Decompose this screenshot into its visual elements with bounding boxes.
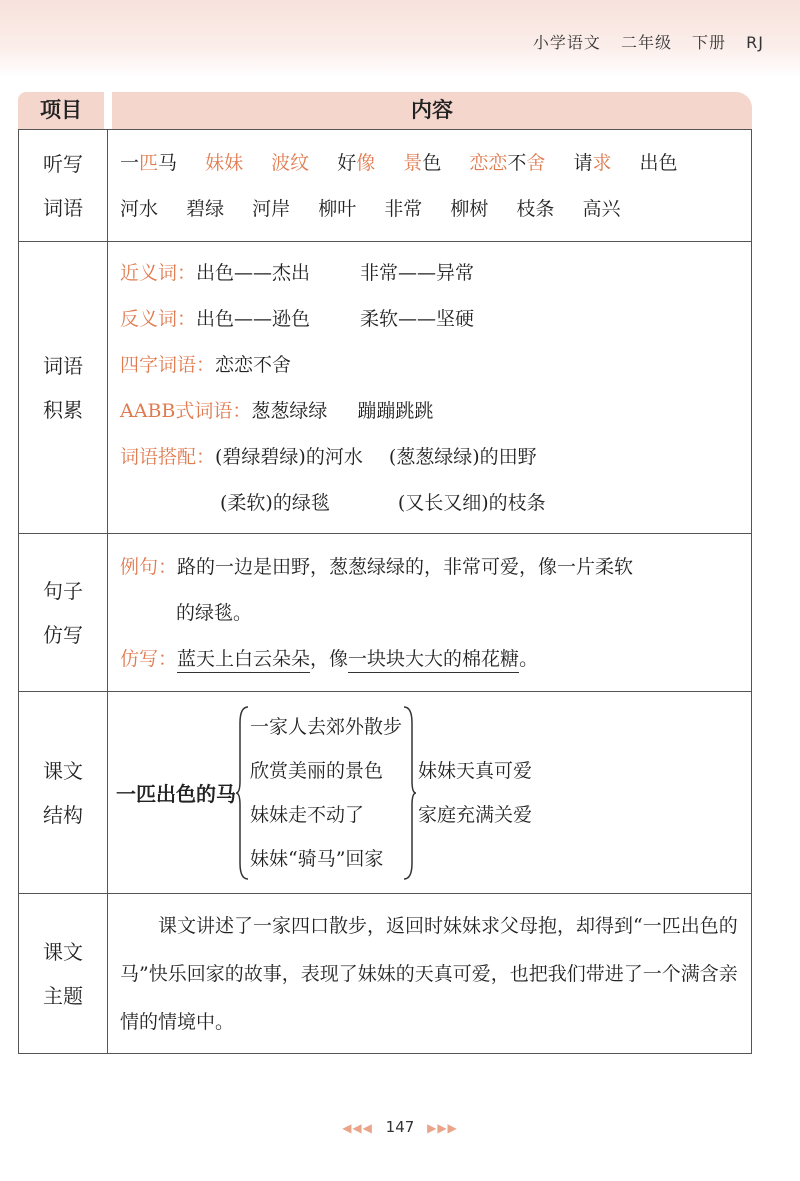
word: 枝条 [516, 197, 555, 220]
label-dictation [19, 130, 108, 242]
word: 妹妹 [205, 151, 244, 174]
antonym-pair: 柔软——坚硬 [360, 307, 475, 330]
dictation-content [108, 130, 752, 242]
row-structure [19, 692, 752, 894]
example-text-cont: 的绿毯。 [176, 601, 253, 624]
imitate-line [120, 636, 739, 682]
head-content-cell [112, 92, 752, 129]
word: 请求 [573, 151, 612, 174]
head-item-cell [18, 92, 104, 129]
head-content-label: 内容 [411, 98, 453, 122]
grade: 二年级 [620, 33, 672, 52]
label-theme [19, 894, 108, 1054]
page-number: 147 [385, 1118, 415, 1136]
synonym-pair: 出色——杰出 [196, 261, 311, 284]
label-line: 结构 [43, 802, 83, 827]
antonym-pair: 出色——逊色 [196, 307, 311, 330]
page-footer [0, 1118, 800, 1136]
theme-item: 家庭充满关爱 [418, 803, 533, 826]
example-label: 例句： [120, 555, 178, 578]
imitate-blank-1: 蓝天上白云朵朵 [177, 648, 310, 673]
collocation-line-1 [120, 434, 739, 480]
word: 高兴 [582, 197, 621, 220]
collocation: (又长又细)的枝条 [397, 491, 546, 514]
label-line: 词语 [43, 353, 83, 378]
lesson-title: 一匹出色的马 [116, 782, 236, 806]
synonym-pair: 非常——异常 [360, 261, 475, 284]
antonym-label: 反义词： [120, 307, 197, 330]
example-text: 路的一边是田野，葱葱绿绿的，非常可爱，像一片柔软 [177, 555, 634, 578]
theme-list [418, 749, 532, 837]
dictation-line-1 [120, 140, 739, 186]
word: 出色 [639, 151, 678, 174]
structure-content [108, 692, 752, 894]
word: 好像 [337, 151, 376, 174]
running-head [519, 30, 764, 53]
structure-diagram [116, 703, 751, 883]
vocab-content [108, 242, 752, 534]
imitate-mid: ，像 [310, 647, 349, 670]
prev-arrows-icon: ◀◀◀ [342, 1121, 373, 1135]
label-line: 课文 [43, 939, 83, 964]
word: 恋恋不舍 [469, 151, 546, 174]
imitate-label: 仿写： [120, 647, 178, 670]
label-line: 积累 [43, 397, 83, 422]
row-imitation [19, 534, 752, 692]
label-line: 词语 [43, 195, 83, 220]
theme-content [108, 894, 752, 1054]
antonym-line [120, 296, 739, 342]
aabb-word: 蹦蹦跳跳 [357, 399, 434, 422]
event-item: 妹妹走不动了 [250, 803, 365, 826]
collocation: (葱葱绿绿)的田野 [388, 445, 537, 468]
word: 景色 [403, 151, 442, 174]
label-line: 听写 [43, 151, 83, 176]
event-item: 欣赏美丽的景色 [250, 759, 384, 782]
theme-paragraph: 课文讲述了一家四口散步，返回时妹妹求父母抱，却得到“一匹出色的马”快乐回家的故事，表现了妹妹的天真可爱，也把我们带进了一个满含亲情的情境中。 [120, 914, 738, 1033]
label-line: 仿写 [43, 622, 83, 647]
head-item-label: 项目 [40, 98, 82, 122]
volume: 下册 [692, 33, 727, 52]
word: 柳叶 [318, 197, 357, 220]
example-line-1 [120, 544, 739, 590]
edition: RJ [746, 33, 764, 52]
row-vocab [19, 242, 752, 534]
label-structure [19, 692, 108, 894]
row-dictation [19, 130, 752, 242]
event-item: 妹妹“骑马”回家 [250, 847, 384, 870]
label-imitation [19, 534, 108, 692]
word: 河岸 [252, 197, 291, 220]
collocation-line-2 [120, 480, 739, 526]
theme-item: 妹妹天真可爱 [418, 759, 533, 782]
imitate-end: 。 [519, 647, 539, 670]
example-line-2 [120, 590, 739, 636]
label-line: 句子 [43, 578, 83, 603]
word: 柳树 [450, 197, 489, 220]
dictation-line-2 [120, 186, 739, 232]
idiom-label: 四字词语： [120, 353, 216, 376]
idiom: 恋恋不舍 [215, 353, 292, 376]
word: 河水 [120, 197, 159, 220]
label-line: 课文 [43, 758, 83, 783]
word: 一匹马 [120, 151, 178, 174]
word: 碧绿 [186, 197, 225, 220]
collocation-label: 词语搭配： [120, 445, 216, 468]
imitate-blank-2: 一块块大大的棉花糖 [348, 648, 519, 673]
collocation: (柔软)的绿毯 [220, 491, 330, 514]
word: 非常 [384, 197, 423, 220]
aabb-line [120, 388, 739, 434]
subject: 小学语文 [532, 33, 601, 52]
summary-table [18, 129, 752, 1054]
row-theme [19, 894, 752, 1054]
event-list [250, 705, 402, 881]
right-brace-icon [402, 703, 418, 883]
synonym-label: 近义词： [120, 261, 197, 284]
next-arrows-icon: ▶▶▶ [427, 1121, 458, 1135]
event-item: 一家人去郊外散步 [250, 715, 403, 738]
synonym-line [120, 250, 739, 296]
collocation: (碧绿碧绿)的河水 [215, 445, 363, 468]
label-line: 主题 [43, 983, 83, 1008]
word: 波纹 [271, 151, 310, 174]
aabb-label: AABB式词语： [120, 399, 252, 422]
label-vocab [19, 242, 108, 534]
left-brace-icon [236, 703, 250, 883]
idiom-line [120, 342, 739, 388]
aabb-word: 葱葱绿绿 [251, 399, 328, 422]
imitation-content [108, 534, 752, 692]
